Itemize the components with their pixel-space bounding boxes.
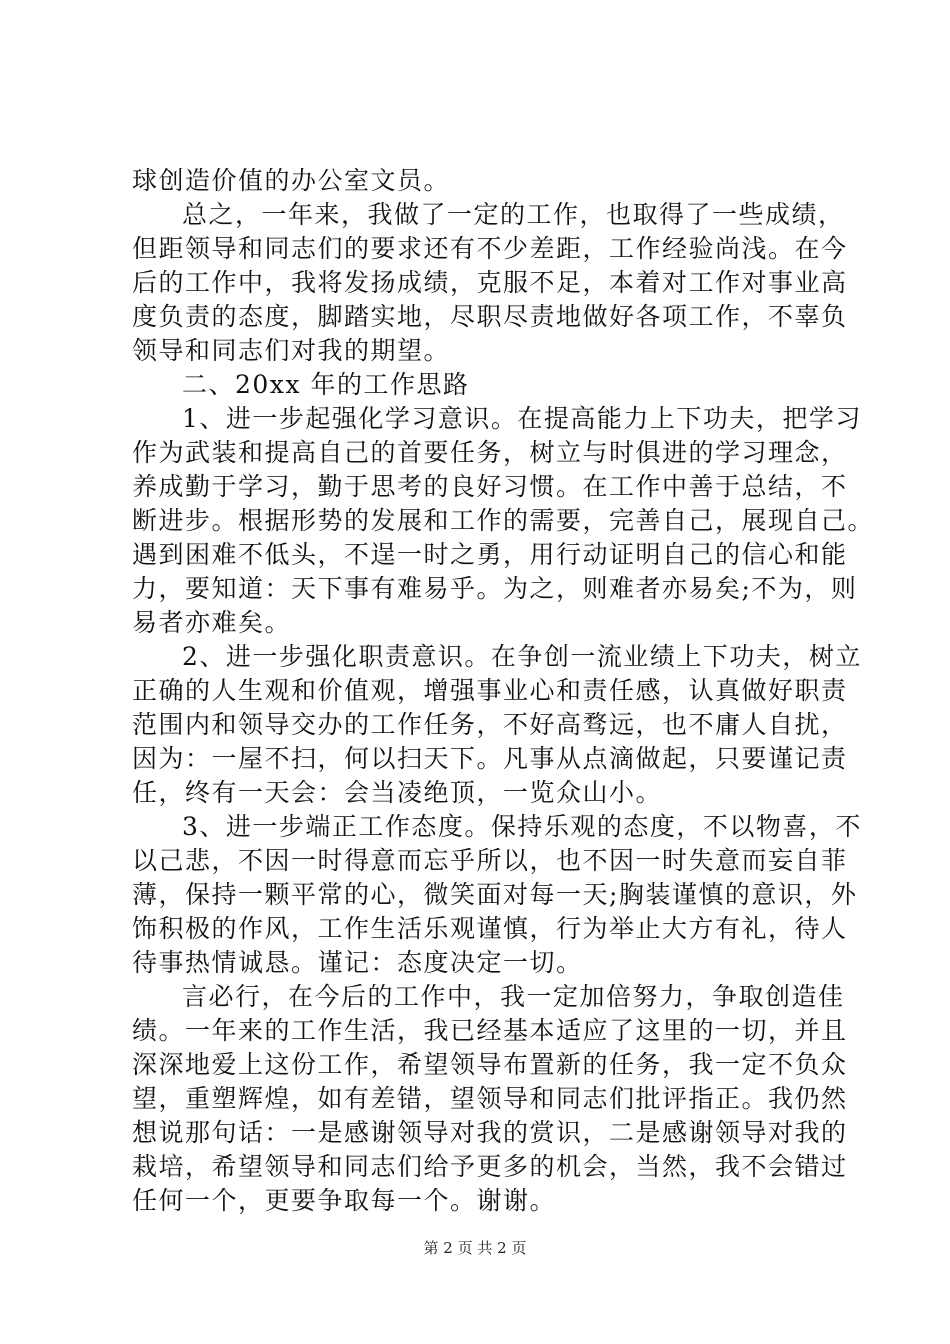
text-line: 深深地爱上这份工作，希望领导布置新的任务，我一定不负众 [132,1050,848,1079]
text-line: 度负责的态度，脚踏实地，尽职尽责地做好各项工作，不辜负 [132,302,848,331]
page-number-footer: 第 2 页 共 2 页 [423,1239,527,1257]
text-line: 绩。一年来的工作生活，我已经基本适应了这里的一切，并且 [132,1016,848,1045]
section-heading: 二、20xx 年的工作思路 [182,370,470,399]
paragraph-start: 言必行，在今后的工作中，我一定加倍努力，争取创造佳 [182,982,845,1011]
text-line: 遇到困难不低头，不逞一时之勇，用行动证明自己的信心和能 [132,540,848,569]
text-line: 后的工作中，我将发扬成绩，克服不足，本着对工作对事业高 [132,268,848,297]
text-line: 待事热情诚恳。谨记：态度决定一切。 [132,948,583,977]
text-line: 领导和同志们对我的期望。 [132,336,451,365]
text-line: 望，重塑辉煌，如有差错，望领导和同志们批评指正。我仍然 [132,1084,848,1113]
text-line: 想说那句话：一是感谢领导对我的赏识，二是感谢领导对我的 [132,1118,848,1147]
text-line: 正确的人生观和价值观，增强事业心和责任感，认真做好职责 [132,676,848,705]
paragraph-start: 3、进一步端正工作态度。保持乐观的态度，不以物喜，不 [182,812,862,841]
text-line: 养成勤于学习，勤于思考的良好习惯。在工作中善于总结，不 [132,472,848,501]
paragraph-start: 总之，一年来，我做了一定的工作，也取得了一些成绩， [182,200,845,229]
text-line: 易者亦难矣。 [132,608,292,637]
text-line: 但距领导和同志们的要求还有不少差距，工作经验尚浅。在今 [132,234,848,263]
text-line: 以己悲，不因一时得意而忘乎所以，也不因一时失意而妄自菲 [132,846,848,875]
text-line: 任，终有一天会：会当凌绝顶，一览众山小。 [132,778,663,807]
text-line: 因为：一屋不扫，何以扫天下。凡事从点滴做起，只要谨记责 [132,744,848,773]
text-line: 薄，保持一颗平常的心，微笑面对每一天;胸装谨慎的意识，外 [132,880,858,909]
text-line: 力，要知道：天下事有难易乎。为之，则难者亦易矣;不为，则 [132,574,858,603]
document-body [132,164,875,1218]
text-line: 范围内和领导交办的工作任务，不好高骛远，也不庸人自扰， [132,710,848,739]
text-line: 栽培，希望领导和同志们给予更多的机会，当然，我不会错过 [132,1152,848,1181]
paragraph-start: 1、进一步起强化学习意识。在提高能力上下功夫，把学习 [182,404,862,433]
paragraph-start: 2、进一步强化职责意识。在争创一流业绩上下功夫，树立 [182,642,862,671]
text-line: 球创造价值的办公室文员。 [132,166,451,195]
text-line: 断进步。根据形势的发展和工作的需要，完善自己，展现自己。 [132,506,875,535]
text-line: 任何一个，更要争取每一个。谢谢。 [132,1186,557,1215]
text-line: 饰积极的作风，工作生活乐观谨慎，行为举止大方有礼，待人 [132,914,848,943]
text-line: 作为武装和提高自己的首要任务，树立与时俱进的学习理念， [132,438,848,467]
